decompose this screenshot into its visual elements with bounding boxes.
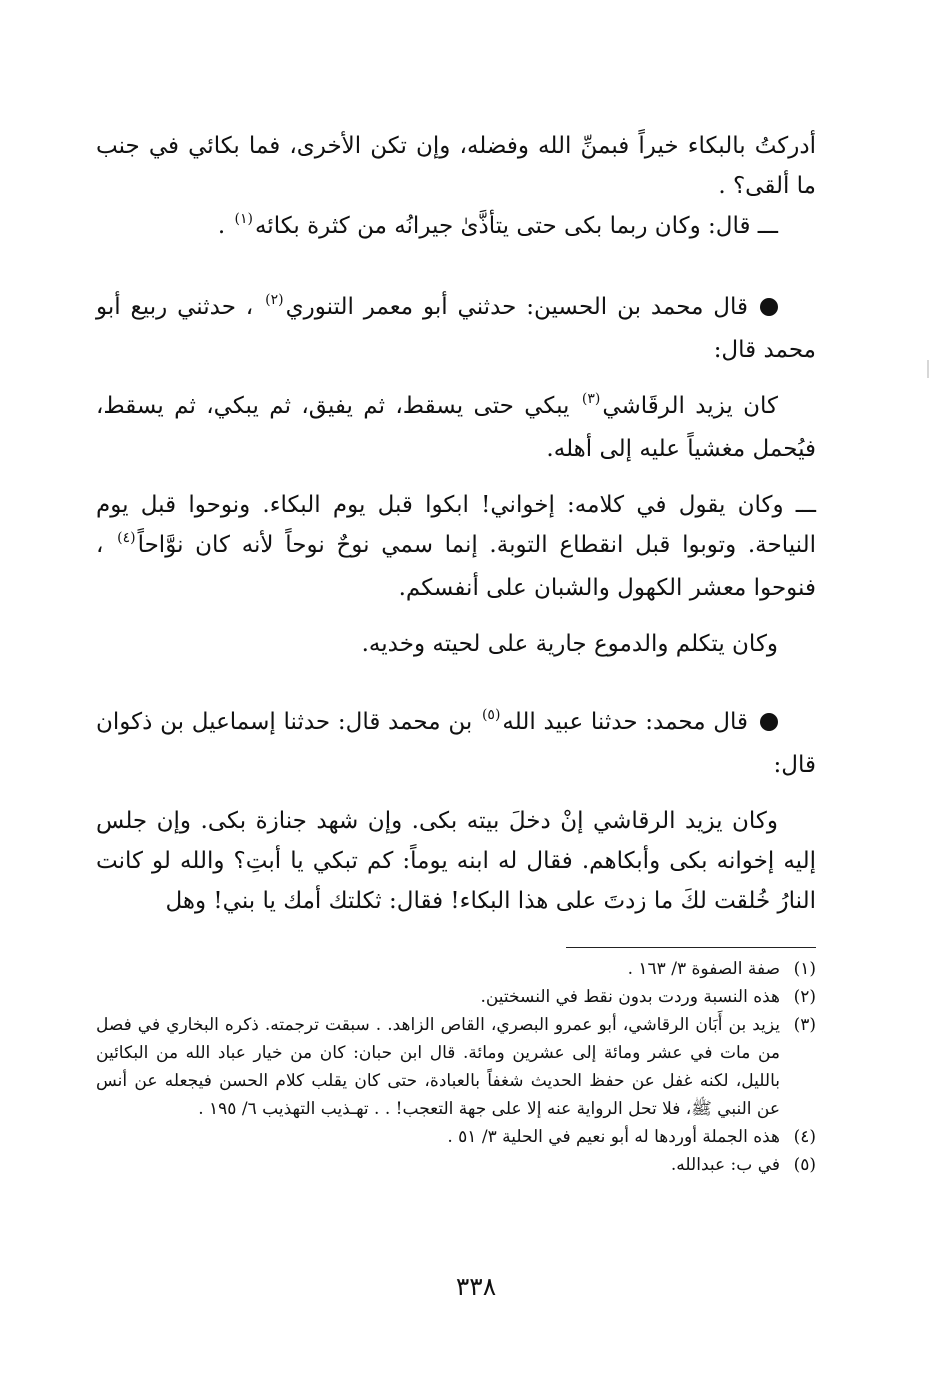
paragraph-7	[96, 702, 816, 785]
footnote-number: (٣)	[793, 1015, 816, 1035]
paragraph-4	[96, 386, 816, 469]
paragraph-5-text: ـــ وكان يقول في كلامه: إخواني! ابكوا قبل يوم البكاء. ونوحوا قبل يوم النياحة. وتوبوا قبل انقطاع التوبة. إنما سمي نوحٌ نوحاً لأنه كان نوَّاحاً	[96, 492, 817, 558]
paragraph-1	[96, 126, 816, 206]
footnote-text: في ب: عبدالله.	[670, 1155, 780, 1175]
main-text	[96, 126, 816, 921]
page-number: ٣٣٨	[455, 1272, 497, 1301]
footnote-text: صفة الصفوة ٣/ ١٦٣ .	[627, 959, 780, 979]
paragraph-2	[96, 206, 816, 249]
paragraph-3-end: ، حدثني ربيع أبو محمد قال:	[96, 294, 816, 363]
paragraph-3-text: قال محمد بن الحسين: حدثني أبو معمر التنوري	[285, 294, 748, 320]
footnote-divider	[566, 947, 816, 948]
footnote-number: (٤)	[793, 1127, 816, 1147]
footnote-number: (٥)	[793, 1155, 816, 1175]
paragraph-5-end: ، فنوحوا معشر الكهول والشبان على أنفسكم.	[96, 532, 816, 601]
paragraph-7-text: قال محمد: حدثنا عبيد الله	[502, 709, 748, 735]
paragraph-6-text: وكان يتكلم والدموع جارية على لحيته وخديه.	[361, 631, 778, 657]
footnote-text: يزيد بن أَبَان الرقاشي، أبو عمرو البصري، القاص الزاهد. . سبقت ترجمته. ذكره البخاري في فصل من مات في عشر ومائة إلى عشرين ومائة. قال ابن حبان: كان من خيار عباد الله من البكائين بالليل، لكنه غفل عن حفظ الحديث شغفاً بالعبادة، حتى كان يقلب كلام الحسن فيجعله عن أنس عن النبي ﷺ، فلا تحل الرواية عنه إلا على جهة التعجب! . . تهـذيب التهذيب ٦/ ١٩٥ .	[96, 1015, 780, 1119]
footnotes	[96, 955, 816, 1179]
footnote-number: (٢)	[793, 987, 816, 1007]
paragraph-8-text: وكان يزيد الرقاشي إنْ دخلَ بيته بكى. وإن شهد جنازة بكى. وإن جلس إليه إخوانه بكى وأبكاهم. فقال له ابنه يوماً: كم تبكي يا أبتِ؟ والله لو كانت النارُ خُلقت لكَ ما زدتَ على هذا البكاء! فقال: ثكلتك أمك يا بني! وهل	[96, 808, 816, 914]
paragraph-6	[96, 624, 816, 664]
paragraph-7-end: بن محمد قال: حدثنا إسماعيل بن ذكوان قال:	[96, 709, 816, 778]
footnote-ref-4: (٤)	[117, 530, 136, 546]
footnote-2	[96, 983, 816, 1011]
footnote-4	[96, 1123, 816, 1151]
paragraph-1-text: أدركتُ بالبكاء خيراً فبمنِّ الله وفضله، وإن تكن الأخرى، فما بكائي في جنب ما ألقى؟ .	[96, 133, 816, 199]
footnote-ref-1: (١)	[234, 211, 253, 227]
footnote-ref-3: (٣)	[581, 391, 601, 407]
paragraph-2-end: .	[217, 213, 233, 239]
paragraph-4-end: يبكي حتى يسقط، ثم يفيق، ثم يبكي، ثم يسقط، فيُحمل مغشياً عليه إلى أهله.	[96, 393, 816, 462]
paragraph-8	[96, 801, 816, 921]
footnote-1	[96, 955, 816, 983]
footnote-ref-5: (٥)	[481, 707, 501, 723]
paragraph-4-text: كان يزيد الرقَاشي	[602, 393, 778, 419]
footnote-ref-2: (٢)	[265, 292, 284, 308]
footnote-3	[96, 1011, 816, 1123]
margin-mark	[927, 360, 929, 378]
paragraph-3	[96, 287, 816, 370]
footnote-number: (١)	[793, 959, 816, 979]
bullet-icon	[760, 298, 778, 316]
paragraph-2-text: ـــ قال: وكان ربما بكى حتى يتأذَّىٰ جيرانُه من كثرة بكائه	[254, 213, 778, 239]
paragraph-5	[96, 485, 816, 608]
bullet-icon	[760, 713, 778, 731]
footnote-5	[96, 1151, 816, 1179]
footnote-text: هذه النسبة وردت بدون نقط في النسختين.	[480, 987, 780, 1007]
footnote-text: هذه الجملة أوردها له أبو نعيم في الحلية ٣/ ٥١ .	[447, 1127, 780, 1147]
